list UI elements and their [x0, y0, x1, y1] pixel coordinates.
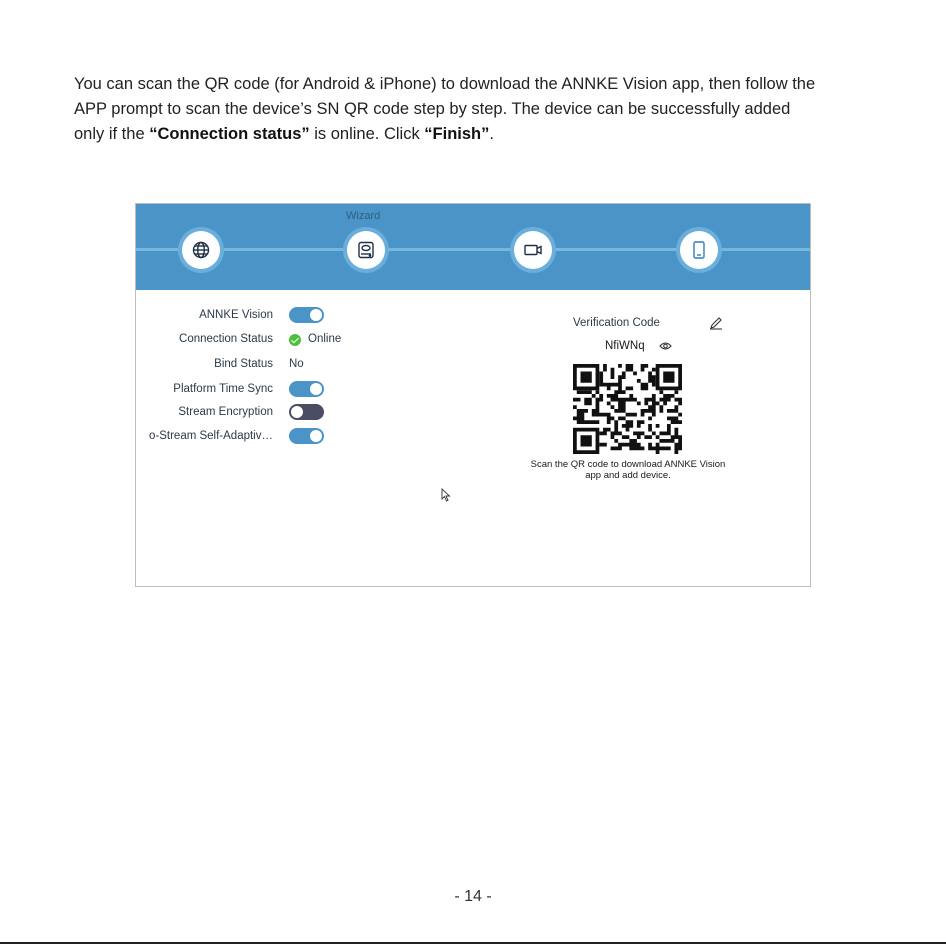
- annke-vision-row: [136, 306, 436, 326]
- connection-status-label: Connection Status: [179, 333, 273, 345]
- intro-text: .: [489, 125, 494, 143]
- bind-status-row: [136, 355, 436, 375]
- toggle-knob: [310, 430, 322, 442]
- stream-adaptive-row: [136, 427, 436, 447]
- toggle-knob: [291, 406, 303, 418]
- connection-status-value: Online: [308, 333, 342, 345]
- qr-caption: [511, 459, 745, 481]
- annke-vision-toggle[interactable]: [289, 307, 324, 323]
- mouse-pointer-icon: [441, 488, 451, 502]
- bind-status-label: Bind Status: [214, 358, 273, 370]
- stream-adaptive-toggle[interactable]: [289, 428, 324, 444]
- check-circle-icon: [289, 334, 301, 346]
- page-number: - 14 -: [454, 888, 492, 905]
- globe-icon: [191, 240, 211, 260]
- edit-pencil-icon[interactable]: [709, 316, 723, 330]
- intro-text: only if the: [74, 125, 150, 143]
- platform-time-sync-row: [136, 380, 436, 400]
- bind-status-value: No: [289, 358, 304, 370]
- screenshot-frame: [135, 203, 811, 587]
- verification-code-label: Verification Code: [573, 317, 660, 329]
- intro-line-1: You can scan the QR code (for Android & iPhone) to download the ANNKE Vision app, then follow the: [74, 75, 816, 93]
- platform-time-sync-toggle[interactable]: [289, 381, 324, 397]
- stream-adaptive-label: o-Stream Self-Adaptiv…: [149, 430, 273, 442]
- toggle-knob: [310, 309, 322, 321]
- verification-code-value: NfiWNq: [605, 340, 645, 352]
- platform-time-sync-label: Platform Time Sync: [173, 383, 273, 395]
- intro-line-3: [74, 122, 874, 147]
- connection-status-row: [136, 330, 436, 350]
- finish-emphasis: “Finish”: [424, 125, 490, 143]
- wizard-banner: [136, 204, 810, 290]
- eye-icon[interactable]: [659, 341, 672, 351]
- stream-encryption-label: Stream Encryption: [178, 406, 273, 418]
- wizard-step-mobile[interactable]: [680, 231, 718, 269]
- wizard-step-network[interactable]: [182, 231, 220, 269]
- qr-caption-line-1: Scan the QR code to download ANNKE Vision: [530, 459, 726, 470]
- connection-status-emphasis: “Connection status”: [149, 125, 310, 143]
- hard-disk-icon: [356, 240, 376, 260]
- footer-rule: [0, 942, 946, 944]
- intro-line-2: APP prompt to scan the device’s SN QR code step by step. The device can be successfully added: [74, 100, 791, 118]
- stream-encryption-toggle[interactable]: [289, 404, 324, 420]
- qr-caption-line-2: app and add device.: [585, 470, 671, 481]
- mobile-icon: [689, 240, 709, 260]
- stream-encryption-row: [136, 403, 436, 423]
- annke-vision-label: ANNKE Vision: [199, 309, 273, 321]
- qr-code: [573, 364, 682, 454]
- camera-icon: [523, 240, 543, 260]
- wizard-title: Wizard: [346, 210, 381, 222]
- toggle-knob: [310, 383, 322, 395]
- wizard-step-camera[interactable]: [514, 231, 552, 269]
- wizard-step-storage[interactable]: [347, 231, 385, 269]
- intro-paragraph: [74, 72, 874, 147]
- intro-text: is online. Click: [309, 125, 425, 143]
